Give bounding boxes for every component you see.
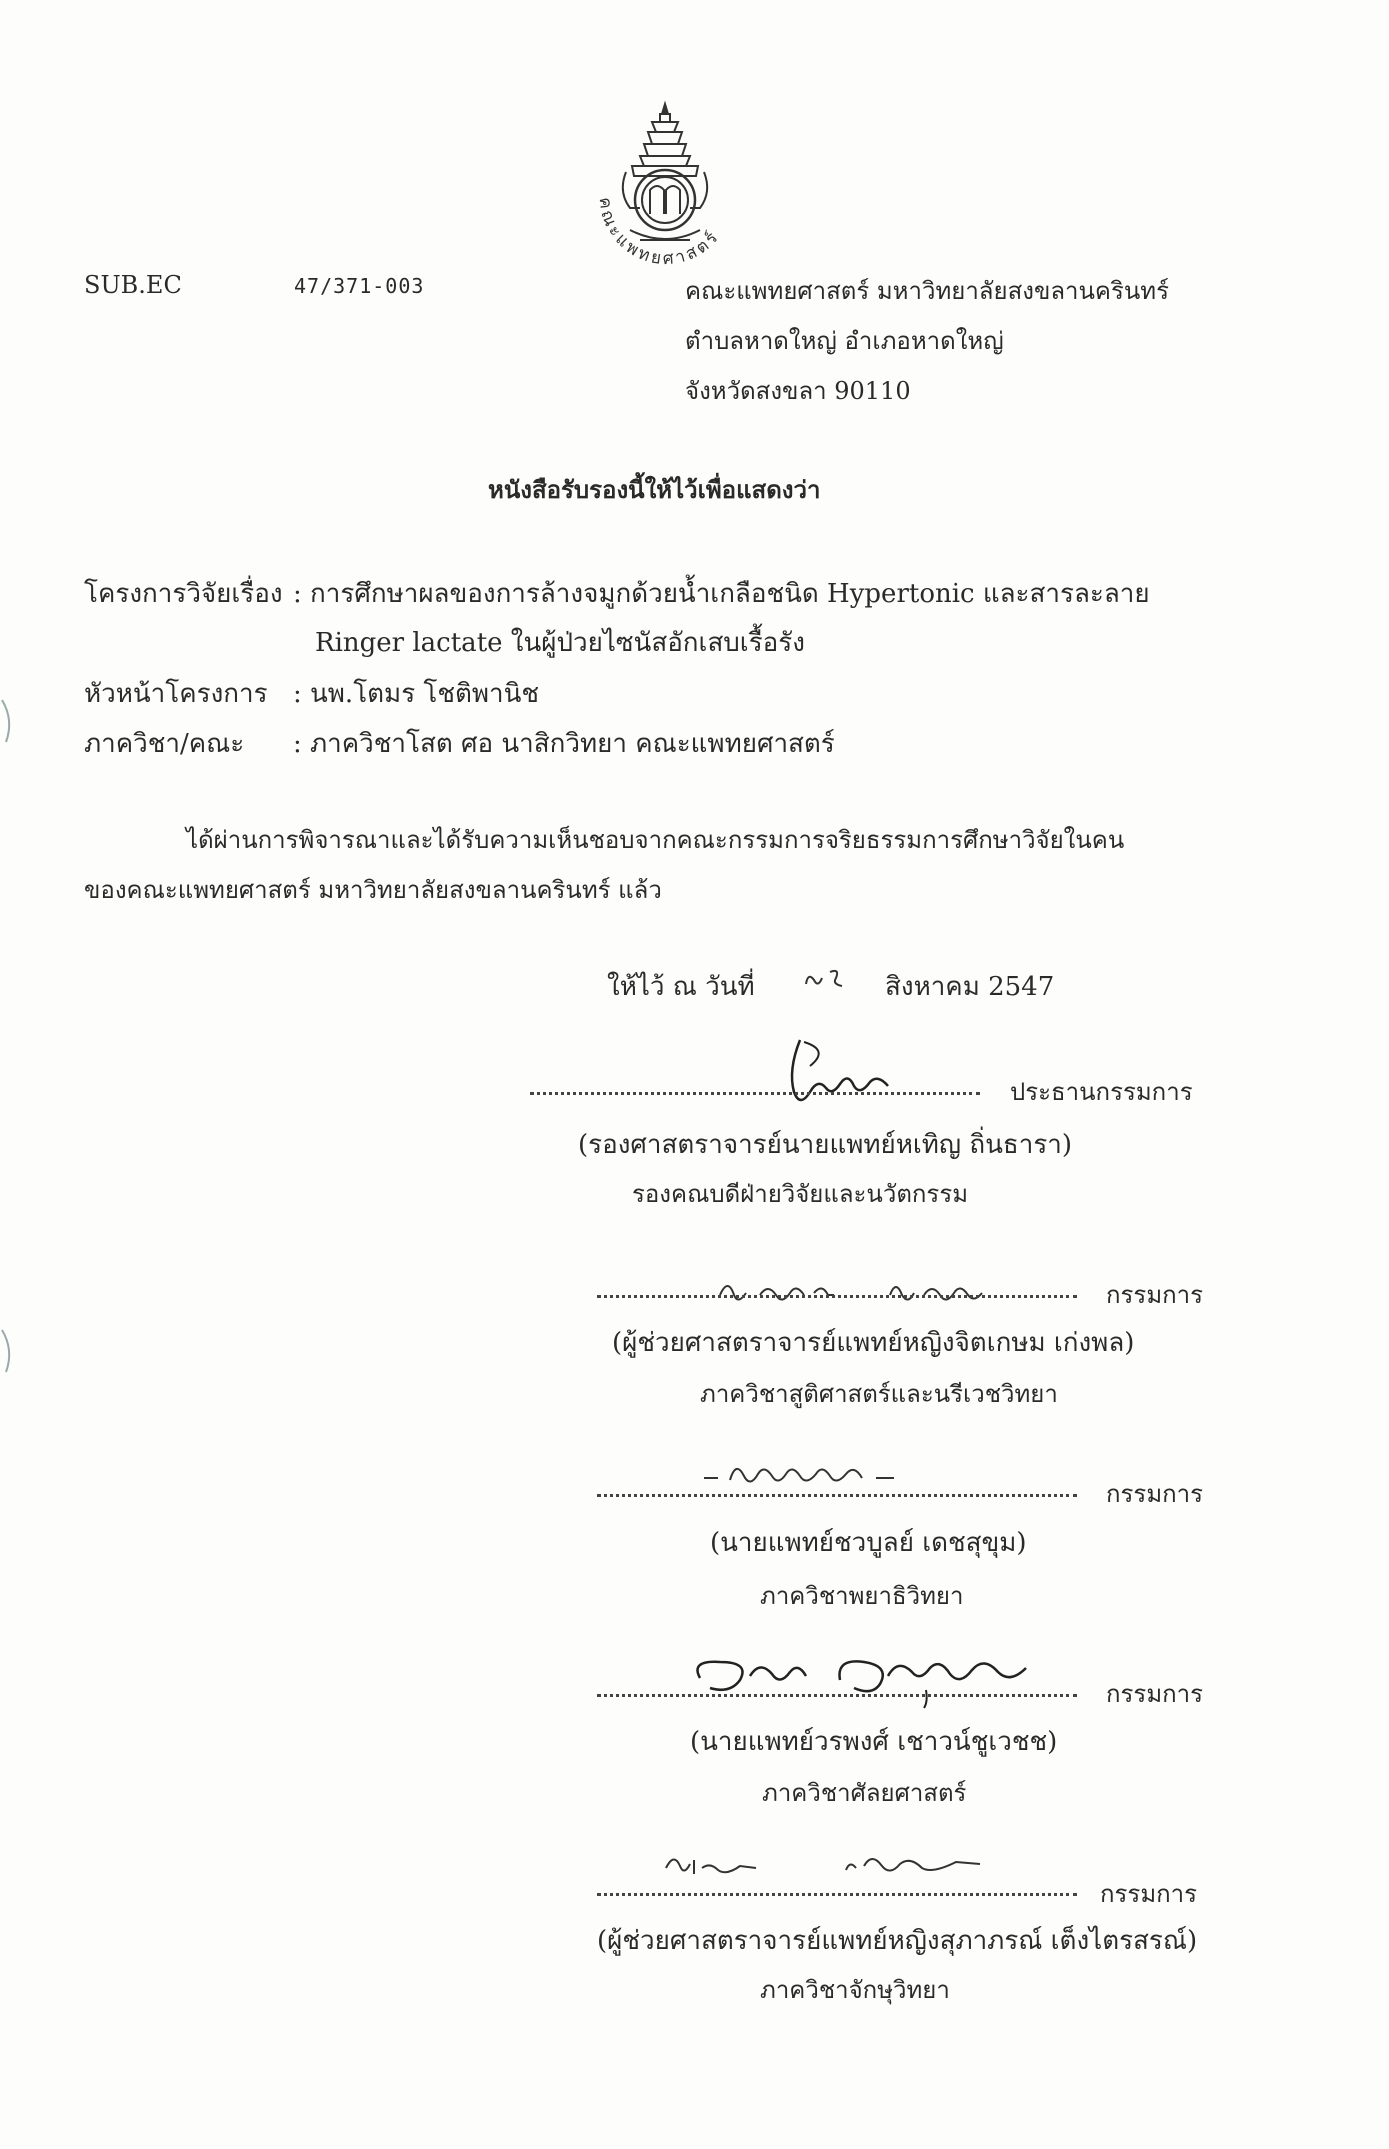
signatory-1-role: ประธานกรรมการ bbox=[1010, 1078, 1193, 1106]
reference-number: 47/371-003 bbox=[294, 274, 425, 298]
signature-chairman bbox=[770, 1030, 920, 1110]
signatory-5-role: กรรมการ bbox=[1100, 1880, 1198, 1908]
address-line-3: จังหวัดสงขลา 90110 bbox=[685, 377, 911, 405]
signatory-3-name: (นายแพทย์ชวบูลย์ เดชสุขุม) bbox=[710, 1528, 1027, 1558]
approval-statement-line-1: ได้ผ่านการพิจารณาและได้รับความเห็นชอบจากคณะกรรมการจริยธรรมการศึกษาวิจัยในคน bbox=[186, 826, 1125, 854]
reference-code: SUB.EC bbox=[84, 271, 182, 299]
signatory-4-position: ภาควิชาศัลยศาสตร์ bbox=[762, 1779, 967, 1807]
signatory-2-role: กรรมการ bbox=[1106, 1281, 1204, 1309]
date-month-year: สิงหาคม 2547 bbox=[885, 972, 1055, 1002]
signature-line-2 bbox=[597, 1295, 1077, 1298]
project-title-line-2: Ringer lactate ในผู้ป่วยไซนัสอักเสบเรื้อรัง bbox=[315, 628, 805, 658]
date-prefix: ให้ไว้ ณ วันที่ bbox=[607, 972, 755, 1002]
handwritten-day bbox=[800, 958, 860, 1000]
project-head-label: หัวหน้าโครงการ bbox=[84, 679, 268, 709]
address-line-1: คณะแพทยศาสตร์ มหาวิทยาลัยสงขลานครินทร์ bbox=[685, 277, 1169, 305]
signatory-1-position: รองคณบดีฝ่ายวิจัยและนวัตกรรม bbox=[632, 1180, 969, 1208]
department-label: ภาควิชา/คณะ bbox=[84, 729, 245, 759]
signature-line-3 bbox=[597, 1494, 1077, 1497]
signatory-2-position: ภาควิชาสูติศาสตร์และนรีเวชวิทยา bbox=[700, 1380, 1058, 1408]
signatory-4-name: (นายแพทย์วรพงศ์ เชาวน์ชูเวชช) bbox=[690, 1727, 1058, 1757]
department-value: : ภาควิชาโสต ศอ นาสิกวิทยา คณะแพทยศาสตร์ bbox=[293, 729, 835, 759]
signatory-4-role: กรรมการ bbox=[1106, 1680, 1204, 1708]
document-title: หนังสือรับรองนี้ให้ไว้เพื่อแสดงว่า bbox=[488, 475, 821, 504]
address-line-2: ตำบลหาดใหญ่ อำเภอหาดใหญ่ bbox=[685, 327, 1004, 355]
signatory-5-position: ภาควิชาจักษุวิทยา bbox=[760, 1976, 950, 2004]
signatory-2-name: (ผู้ช่วยศาสตราจารย์แพทย์หญิงจิตเกษม เก่งพล) bbox=[612, 1328, 1135, 1358]
signature-line-5 bbox=[597, 1893, 1077, 1896]
scan-edge-mark bbox=[0, 690, 20, 750]
signature-committee-5 bbox=[660, 1838, 1000, 1888]
signature-committee-4 bbox=[680, 1640, 1070, 1710]
signature-committee-3 bbox=[700, 1450, 920, 1500]
faculty-seal-logo bbox=[560, 100, 770, 280]
signature-line-4 bbox=[597, 1694, 1077, 1697]
signatory-5-name: (ผู้ช่วยศาสตราจารย์แพทย์หญิงสุภาภรณ์ เต็งไตรสรณ์) bbox=[597, 1926, 1198, 1956]
signature-line-1 bbox=[530, 1092, 980, 1095]
project-head-value: : นพ.โตมร โชติพานิช bbox=[293, 679, 540, 709]
signatory-3-position: ภาควิชาพยาธิวิทยา bbox=[760, 1582, 964, 1610]
project-label: โครงการวิจัยเรื่อง bbox=[84, 579, 283, 609]
signatory-3-role: กรรมการ bbox=[1106, 1480, 1204, 1508]
scan-edge-mark bbox=[0, 1320, 20, 1380]
signature-committee-2 bbox=[710, 1265, 1040, 1315]
signatory-1-name: (รองศาสตราจารย์นายแพทย์หเทิญ ถิ่นธารา) bbox=[578, 1130, 1073, 1160]
project-title-line-1: : การศึกษาผลของการล้างจมูกด้วยน้ำเกลือชนิด Hypertonic และสารละลาย bbox=[293, 579, 1150, 609]
svg-text:คณะแพทยศาสตร์: คณะแพทยศาสตร์ bbox=[594, 196, 724, 270]
approval-statement-line-2: ของคณะแพทยศาสตร์ มหาวิทยาลัยสงขลานครินทร์ แล้ว bbox=[84, 876, 662, 904]
